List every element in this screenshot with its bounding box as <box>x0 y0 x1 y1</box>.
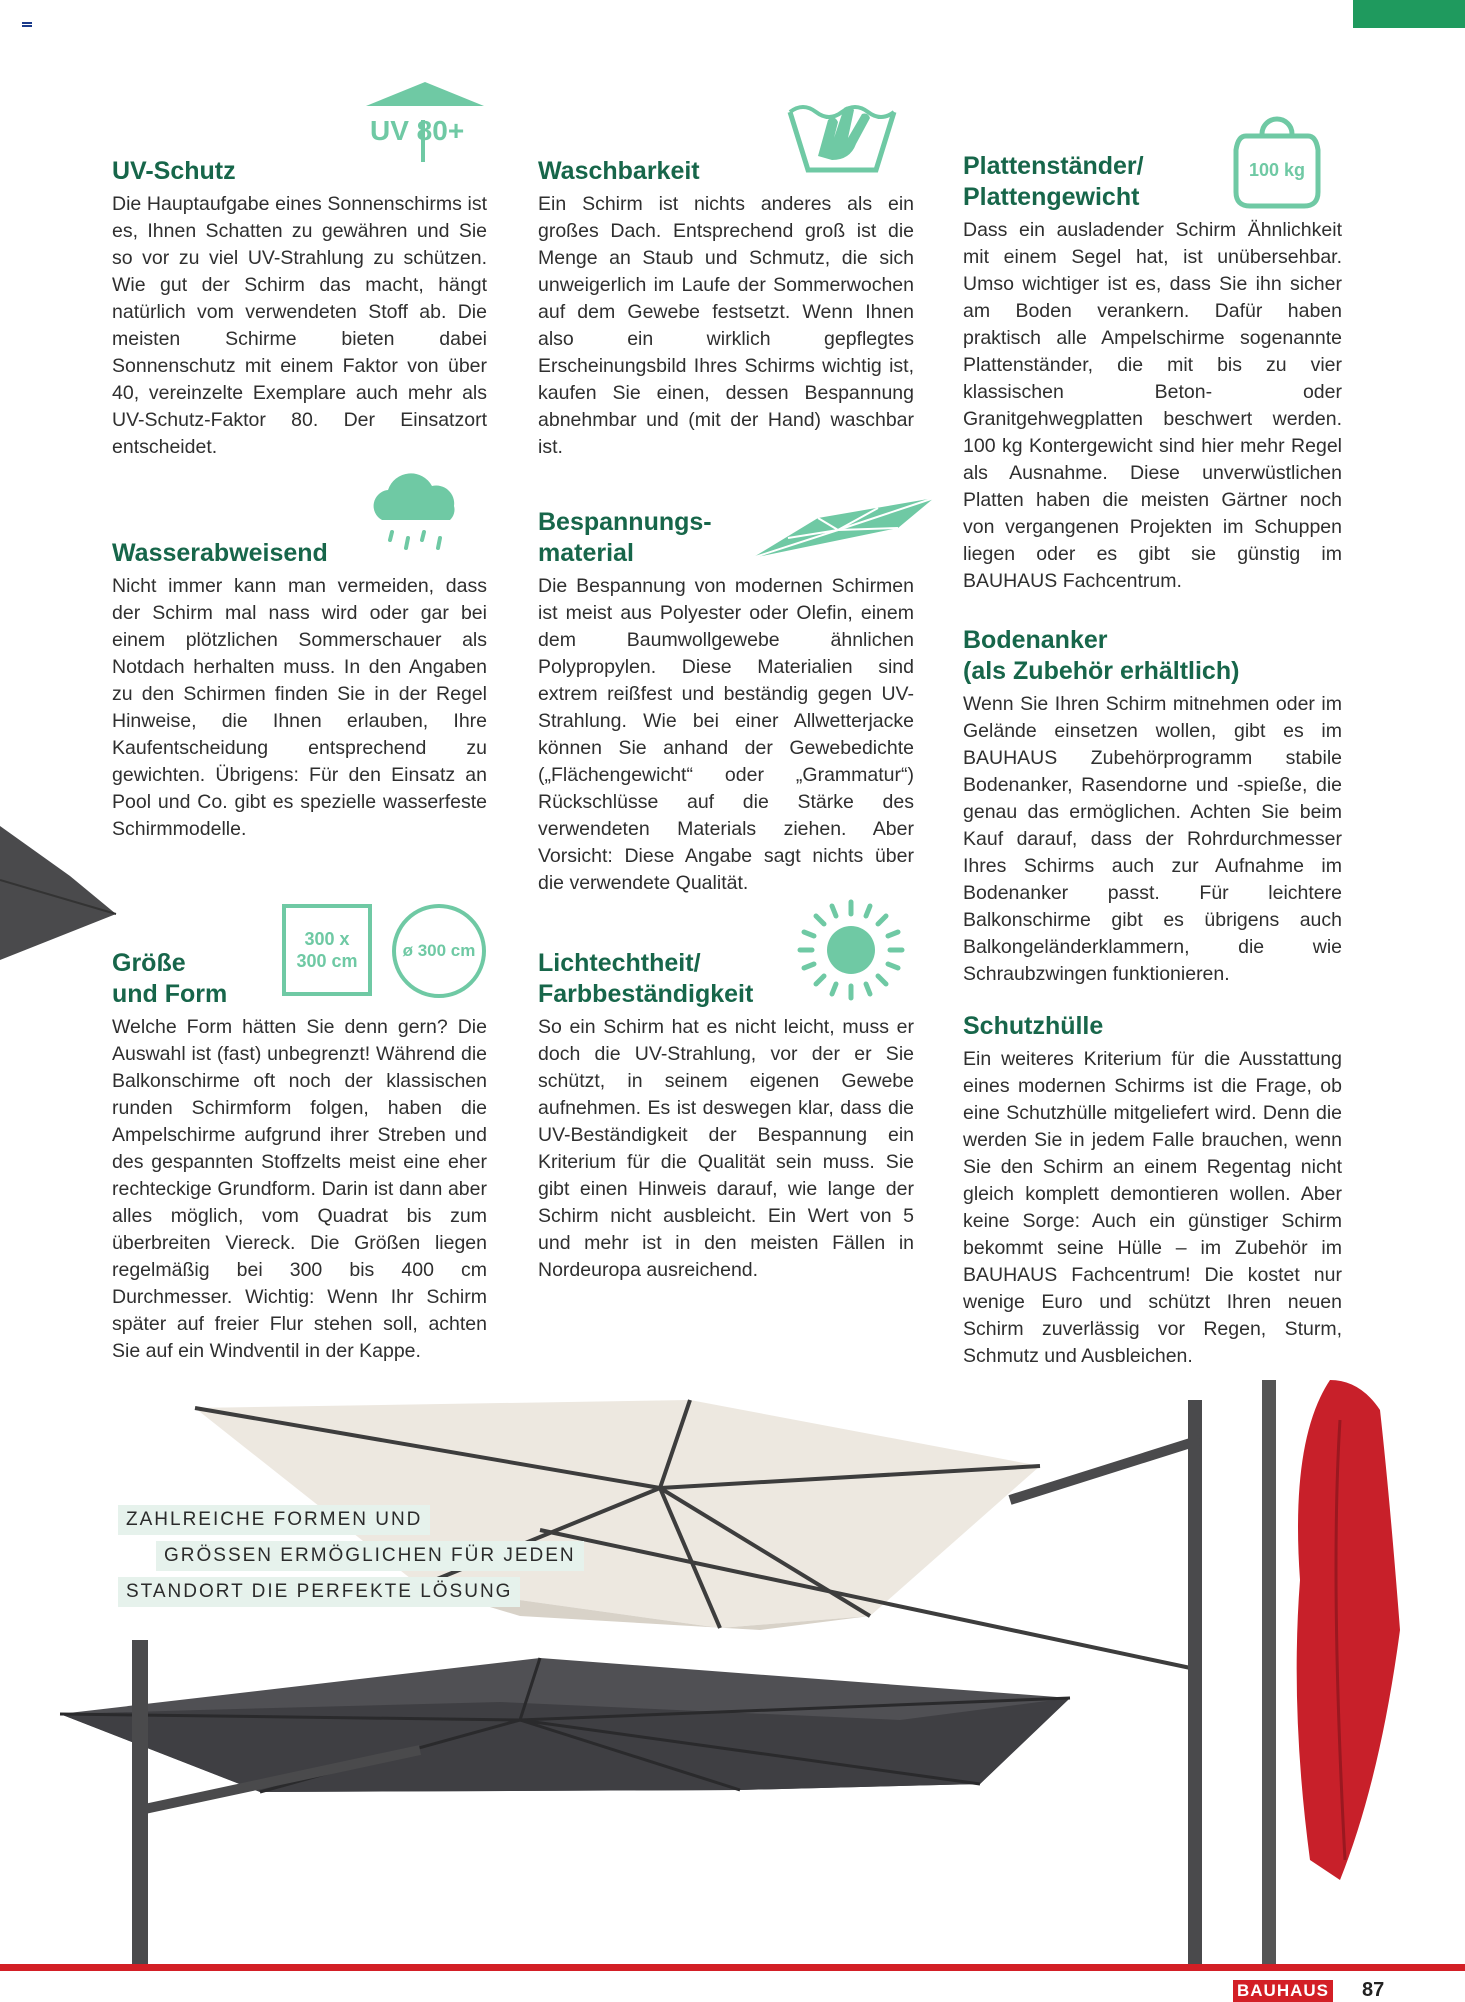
umbrella-edge-image <box>0 820 120 970</box>
section-plate <box>963 151 1342 595</box>
anchor-text: Wenn Sie Ihren Schirm mitnehmen oder im Gelände einsetzen wollen, gibt es im BAUHAUS Zubehörprogramm stabile Bodenanker, Rasendorne und -spieße, die genau das ermöglichen. Achten Sie beim Kauf darauf, dass der Rohrdurchmesser Ihres Schirms auch zur Aufnahme im Bodenanker passt. Für leichtere Balkonschirme gibt es übrigens auch Balkongeländerklammern, die wie Schraubzwingen funktionieren. <box>963 693 1342 985</box>
umbrellas-photo <box>0 1380 1465 1970</box>
caption-line1: ZAHLREICHE FORMEN UND <box>118 1505 430 1535</box>
water-text: Nicht immer kann man vermeiden, dass der Schirm mal nass wird oder gar bei einem plötzlichen Sommerschauer als Notdach herhalten muss. In den Angaben zu den Schirmen finden Sie in der Regel Hinweise, die Ihnen erlauben, Ihre Kaufentscheidung entsprechend zu gewichten. Übrigens: Für den Einsatz an Pool und Co. gibt es spezielle wasserfeste Schirmmodelle. <box>112 575 487 840</box>
anchor-heading-line1: Bodenanker <box>963 626 1108 654</box>
water-heading: Wasserabweisend <box>112 539 328 567</box>
wash-heading: Waschbarkeit <box>538 157 700 185</box>
section-wash <box>538 156 914 461</box>
section-anchor <box>963 625 1342 988</box>
flag-icon <box>22 22 32 30</box>
square-size-line2: 300 cm <box>296 951 358 971</box>
top-accent-bar <box>1353 0 1465 28</box>
uv-label: UV 80+ <box>370 115 465 146</box>
caption-line3: STANDORT DIE PERFEKTE LÖSUNG <box>118 1577 520 1607</box>
section-water <box>112 538 487 843</box>
caption-line2: GRÖSSEN ERMÖGLICHEN FÜR JEDEN <box>156 1541 584 1571</box>
plate-text: Dass ein ausladender Schirm Ähnlichkeit mit einem Segel hat, ist unübersehbar. Umso wichtiger ist es, dass Sie ihn sicher am Boden verankern. Dafür haben praktisch alle Ampelschirme sogenannte Plattenständer, die mit bis zu vier klassischen Beton- oder Granitgehwegplatten beschwert werden. 100 kg Kontergewicht sind hier mehr Regel als Ausnahme. Diese unverwüstlichen Platten haben die meisten Gärtner noch von vergangenen Projekten im Schuppen liegen oder es gibt sie günstig im BAUHAUS Fachcentrum. <box>963 219 1342 592</box>
cover-text: Ein weiteres Kriterium für die Ausstattung eines modernen Schirms ist die Frage, ob eine Schutzhülle mitgeliefert wird. Denn die werden Sie in jedem Falle brauchen, wenn Sie den Schirm an einem Regentag nicht gleich komplett demontieren wollen. Aber keine Sorge: Auch ein günstiger Schirm bekommt seine Hülle – im Zubehör im BAUHAUS Fachcentrum! Die kostet nur wenige Euro und schützt Ihren neuen Schirm zuverlässig vor Regen, Sturm, Schmutz und Ausbleichen. <box>963 1048 1342 1367</box>
size-heading-line2: und Form <box>112 980 228 1008</box>
round-size-label: ø 300 cm <box>402 941 476 960</box>
uv-text: Die Hauptaufgabe eines Sonnenschirms ist es, Ihnen Schatten zu gewähren und Sie so vor zu viel UV-Strahlung zu schützen. Wie gut der Schirm das macht, hängt natürlich vom verwendeten Stoff ab. Die meisten Schirme bieten dabei Sonnenschutz mit einem Faktor von über 40, vereinzelte Exemplare auch mehr als UV-Schutz-Faktor 80. Der Einsatzort entscheidet. <box>112 193 487 458</box>
uv-heading: UV-Schutz <box>112 157 236 185</box>
plate-heading-line2: Plattengewicht <box>963 183 1140 211</box>
section-fabric <box>538 507 914 897</box>
weight-label: 100 kg <box>1248 160 1306 180</box>
size-text: Welche Form hätten Sie denn gern? Die Auswahl ist (fast) unbegrenzt! Während die Balkonschirme oft noch der klassischen runden Schirmform folgen, haben die Ampelschirme aufgrund ihrer Streben und des gespannten Stoffzelts meist eine eher rechteckige Grundform. Darin ist dann aber alles möglich, vom Quadrat bis zum überbreiten Viereck. Die Größen liegen regelmäßig bei 300 bis 400 cm Durchmesser. Wichtig: Wenn Ihr Schirm später auf freier Flur stehen soll, achten Sie auf ein Windventil in der Kappe. <box>112 1016 487 1362</box>
bauhaus-logo: BAUHAUS <box>1233 1980 1333 2002</box>
cover-heading: Schutzhülle <box>963 1012 1104 1040</box>
light-heading-line2: Farbbeständigkeit <box>538 980 754 1008</box>
square-size-line1: 300 x <box>304 929 350 949</box>
bottom-brand-bar <box>0 1964 1465 1971</box>
fabric-text: Die Bespannung von modernen Schirmen ist meist aus Polyester oder Olefin, einem dem Baumwollgewebe ähnlichen Polypropylen. Diese Materialien sind extrem reißfest und beständig gegen UV-Strahlung. Wie bei einer Allwetterjacke können Sie anhand der Gewebedichte („Flächengewicht“ oder „Grammatur“) Rückschlüsse auf die Stärke des verwendeten Materials ziehen. Aber Vorsicht: Diese Angabe sagt nichts über die verwendete Qualität. <box>538 575 914 894</box>
section-light <box>538 948 914 1284</box>
plate-heading-line1: Plattenständer/ <box>963 152 1144 180</box>
section-cover <box>963 1011 1342 1370</box>
section-size <box>112 948 487 1365</box>
size-heading-line1: Größe <box>112 949 186 977</box>
section-uv <box>112 156 487 461</box>
photo-caption <box>118 1505 584 1613</box>
fabric-heading-line1: Bespannungs- <box>538 508 712 536</box>
fabric-heading-line2: material <box>538 539 634 567</box>
wash-text: Ein Schirm ist nichts anderes als ein großes Dach. Entsprechend groß ist die Menge an Staub und Schmutz, die sich unweigerlich im Laufe der Sommerwochen auf dem Gewebe festsetzt. Wenn Ihnen also ein wirklich gepflegtes Erscheinungsbild Ihres Schirms wichtig ist, kaufen Sie einen, dessen Bespannung abnehmbar und (mit der Hand) waschbar ist. <box>538 193 914 458</box>
light-text: So ein Schirm hat es nicht leicht, muss er doch die UV-Strahlung, vor der er Sie schützt, in seinem eigenen Gewebe aufnehmen. Es ist deswegen klar, dass die UV-Beständigkeit der Bespannung ein Kriterium für die Qualität sein muss. Sie gibt einen Hinweis darauf, wie lange der Schirm nicht ausbleicht. Ein Wert von 5 und mehr ist in den meisten Fällen in Nordeuropa ausreichend. <box>538 1016 914 1281</box>
light-heading-line1: Lichtechtheit/ <box>538 949 701 977</box>
anchor-heading-line2: (als Zubehör erhältlich) <box>963 657 1240 685</box>
page-number: 87 <box>1362 1979 1385 2001</box>
